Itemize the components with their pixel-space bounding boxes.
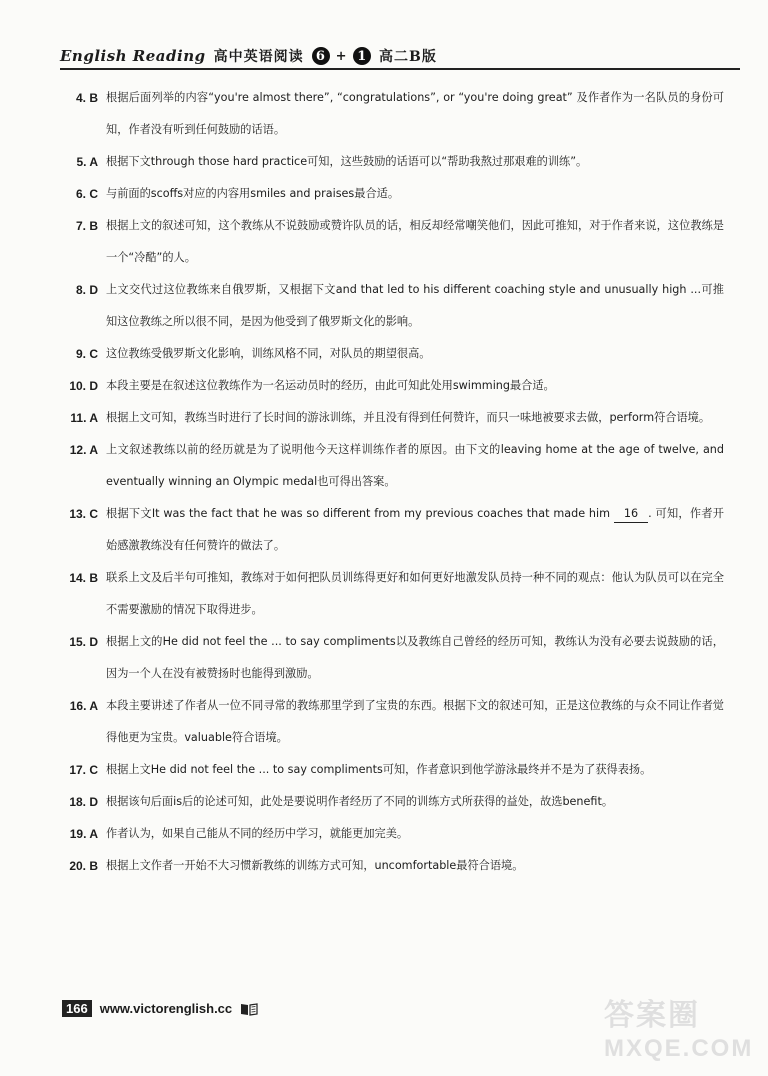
answer-explanation: 本段主要是在叙述这位教练作为一名运动员时的经历，由此可知此处用swimming最合适。 — [106, 379, 555, 392]
answer-number: 12. A — [69, 443, 98, 457]
plus-sign: + — [335, 48, 348, 64]
answer-number: 4. B — [75, 91, 98, 105]
answer-item — [62, 498, 724, 562]
answer-explanation: 根据上文作者一开始不大习惯新教练的训练方式可知，uncomfortable最符合语境。 — [106, 859, 524, 872]
answer-number: 15. D — [69, 635, 98, 649]
answer-number: 10. D — [69, 379, 98, 393]
answer-explanation: 作者认为，如果自己能从不同的经历中学习，就能更加完美。 — [106, 827, 409, 840]
brand-chinese: 高中英语阅读 — [213, 49, 304, 65]
answer-number: 18. D — [69, 795, 98, 809]
explanation-part: . 可知，作者开始感激教练没有任何赞许的做法了。 — [106, 507, 724, 552]
answer-explanation: 根据上文的He did not feel the ... to say compliments以及教练自己曾经的经历可知，教练认为没有必要去说鼓励的话，因为一个人在没有被赞扬时也能得到激励。 — [106, 635, 724, 680]
answer-explanation: 根据上文可知，教练当时进行了长时间的游泳训练，并且没有得到任何赞许，而只一味地被要求去做，perform符合语境。 — [106, 411, 711, 424]
answer-explanation: 根据该句后面is后的论述可知，此处是要说明作者经历了不同的训练方式所获得的益处，故选benefit。 — [106, 795, 614, 808]
answer-explanation: 上文叙述教练以前的经历就是为了说明他今天这样训练作者的原因。由下文的leaving home at the age of twelve, and eventually winning an Olympic medal也可得出答案。 — [106, 443, 724, 488]
answer-item — [62, 754, 724, 786]
answer-number: 13. C — [69, 507, 98, 521]
header-divider — [60, 68, 740, 70]
edition-label: 高二B版 — [379, 49, 437, 65]
brand-english: English Reading — [60, 47, 206, 65]
answer-item — [62, 626, 724, 690]
answer-item — [62, 178, 724, 210]
answer-number: 8. D — [75, 283, 98, 297]
answer-item — [62, 850, 724, 882]
answer-explanation: 根据后面列举的内容“you're almost there”, “congratulations”, or “you're doing great” 及作者作为一名队员的身份可知，作者没有听到任何鼓励的话语。 — [106, 91, 724, 136]
number-one-badge: 1 — [353, 47, 371, 65]
answer-item — [62, 370, 724, 402]
answer-explanation: 联系上文及后半句可推知，教练对于如何把队员训练得更好和如何更好地激发队员持一种不同的观点：他认为队员可以在完全不需要激励的情况下取得进步。 — [106, 571, 724, 616]
answer-item — [62, 818, 724, 850]
answer-item — [62, 434, 724, 498]
page-number: 166 — [62, 1000, 92, 1017]
answer-item — [62, 562, 724, 626]
answer-number: 9. C — [75, 347, 98, 361]
answer-number: 16. A — [69, 699, 98, 713]
watermark-bottom: MXQE.COM — [604, 1035, 754, 1062]
watermark — [604, 998, 754, 1070]
answer-item — [62, 146, 724, 178]
answer-number: 7. B — [75, 219, 98, 233]
answer-explanation: 本段主要讲述了作者从一位不同寻常的教练那里学到了宝贵的东西。根据下文的叙述可知，正是这位教练的与众不同让作者觉得他更为宝贵。valuable符合语境。 — [106, 699, 724, 744]
answer-item — [62, 690, 724, 754]
answer-explanation: 根据上文He did not feel the ... to say compliments可知，作者意识到他学游泳最终并不是为了获得表扬。 — [106, 763, 652, 776]
answer-number: 5. A — [76, 155, 98, 169]
answer-item — [62, 210, 724, 274]
answer-item — [62, 338, 724, 370]
answer-explanation: 根据下文through those hard practice可知，这些鼓励的话语可以“帮助我熬过那艰难的训练”。 — [106, 155, 588, 168]
answer-number: 17. C — [69, 763, 98, 777]
answer-item — [62, 274, 724, 338]
answer-item — [62, 786, 724, 818]
answer-number: 6. C — [75, 187, 98, 201]
footer-url: www.victorenglish.cc — [99, 1000, 233, 1016]
answer-explanation: 这位教练受俄罗斯文化影响，训练风格不同，对队员的期望很高。 — [106, 347, 431, 360]
answer-explanation: 根据上文的叙述可知，这个教练从不说鼓励或赞许队员的话，相反却经常嘲笑他们，因此可推知，对于作者来说，这位教练是一个“冷酷”的人。 — [106, 219, 724, 264]
page-footer — [62, 998, 258, 1018]
book-icon — [240, 1001, 258, 1015]
blank-number: 16 — [614, 506, 648, 523]
answer-item — [62, 402, 724, 434]
number-six-badge: 6 — [312, 47, 330, 65]
header-title — [60, 46, 437, 66]
answer-list — [62, 82, 724, 882]
answer-item — [62, 82, 724, 146]
answer-number: 20. B — [69, 859, 98, 873]
explanation-part: 根据下文It was the fact that he was so different from my previous coaches that made him — [106, 507, 614, 520]
answer-explanation — [106, 498, 724, 562]
answer-number: 11. A — [70, 411, 98, 425]
answer-explanation: 上文交代过这位教练来自俄罗斯，又根据下文and that led to his different coaching style and unusually high ...可推知这位教练之所以很不同，是因为他受到了俄罗斯文化的影响。 — [106, 283, 724, 328]
watermark-top: 答案圈 — [604, 999, 700, 1032]
answer-number: 14. B — [69, 571, 98, 585]
page-header — [60, 40, 740, 76]
answer-explanation: 与前面的scoffs对应的内容用smiles and praises最合适。 — [106, 187, 400, 200]
answer-number: 19. A — [69, 827, 98, 841]
